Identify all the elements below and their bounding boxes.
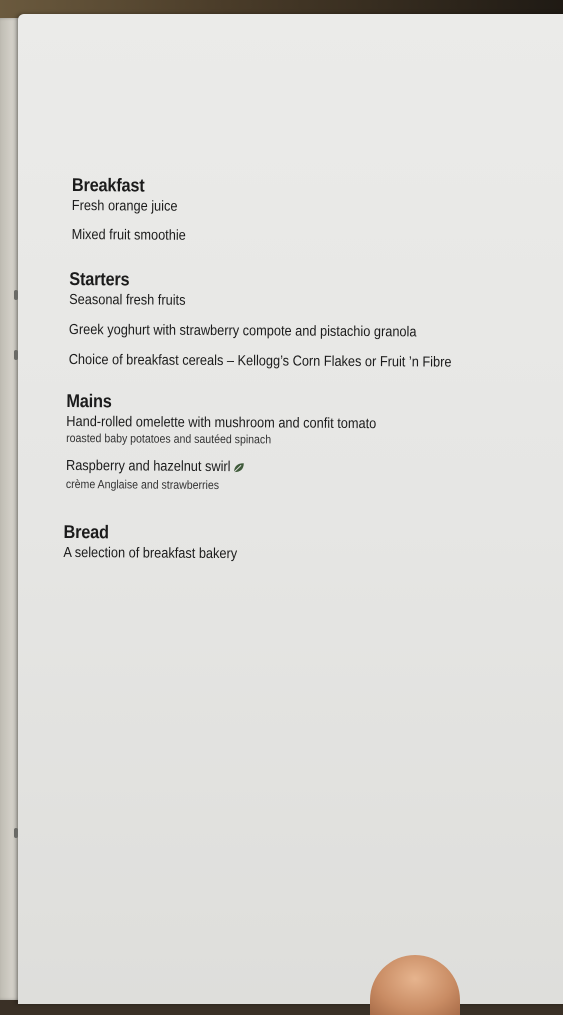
item-name: Choice of breakfast cereals – Kellogg’s Corn Flakes or Fruit ’n Fibre <box>68 351 452 371</box>
item-description: roasted baby potatoes and sautéed spinach <box>66 430 272 447</box>
menu-item <box>66 457 418 494</box>
section-mains <box>66 390 419 494</box>
section-starters <box>69 268 505 372</box>
menu-item <box>69 351 504 372</box>
item-name: Hand-rolled omelette with mushroom and confit tomato <box>66 413 377 433</box>
menu-item <box>69 321 504 342</box>
item-name-text: Raspberry and hazelnut swirl <box>65 457 231 476</box>
menu-item <box>72 197 202 216</box>
section-bread <box>63 521 261 563</box>
item-description: crème Anglaise and strawberries <box>65 476 220 493</box>
section-title: Starters <box>69 267 130 290</box>
item-name: Fresh orange juice <box>71 198 178 215</box>
item-name: A selection of breakfast bakery <box>63 544 238 563</box>
menu-item <box>69 291 504 312</box>
menu-item <box>66 413 418 448</box>
item-name: Mixed fruit smoothie <box>71 227 186 244</box>
section-title: Breakfast <box>71 174 145 196</box>
item-name: Greek yoghurt with strawberry compote and pistachio granola <box>68 321 417 341</box>
menu-item <box>72 226 202 245</box>
vegetarian-leaf-icon <box>233 460 245 478</box>
item-name <box>66 457 376 479</box>
section-title: Bread <box>63 520 109 543</box>
item-name: Seasonal fresh fruits <box>69 291 186 309</box>
section-title: Mains <box>66 389 112 412</box>
section-breakfast <box>72 174 202 245</box>
menu-item <box>63 544 261 563</box>
